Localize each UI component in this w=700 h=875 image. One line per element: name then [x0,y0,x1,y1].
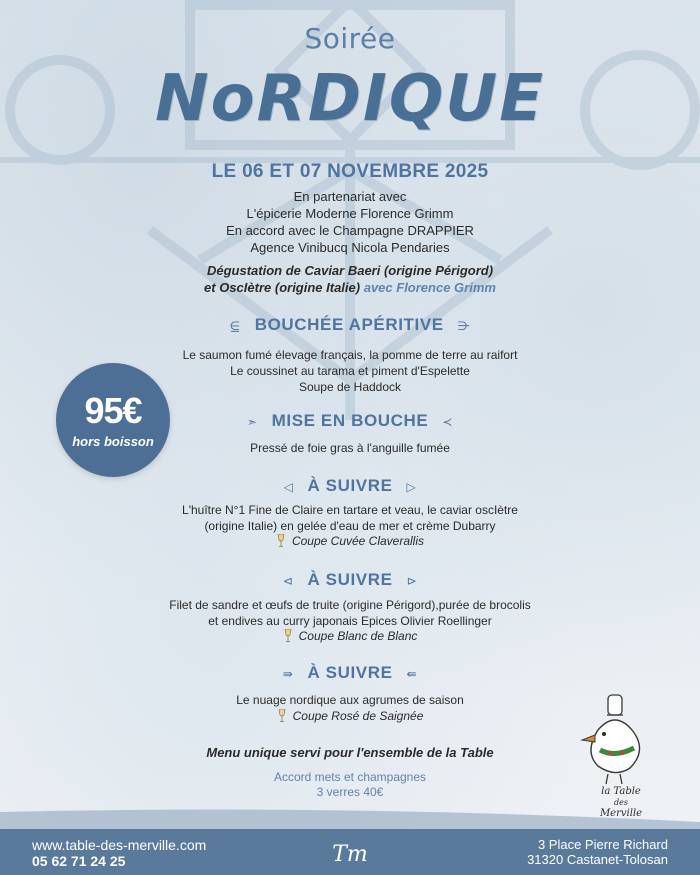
wine-pairing [0,533,700,550]
price-badge [56,363,170,477]
section-items-a-suivre-2 [0,597,700,629]
wine-label: Coupe Rosé de Saignée [292,709,424,723]
menu-item: Pressé de foie gras à l'anguille fumée [250,441,450,455]
menu-item: Soupe de Haddock [298,380,402,394]
monogram-text: Tm [332,842,368,867]
section-title-bouchee [0,315,700,335]
address-line: 31320 Castanet-Tolosan [527,852,668,867]
menu-item: Le coussinet au tarama et piment d'Espelette [230,364,470,378]
pairing-line-2: 3 verres 40€ [316,785,384,799]
event-title: NoRDIQUE [155,62,545,136]
website-link[interactable]: www.table-des-merville.com [32,837,207,853]
ornament-left-icon: ◁ [283,479,294,494]
footer-address [527,837,668,867]
ornament-right-icon: ▷ [406,479,417,494]
arrow-left-ornament-icon: ≺ [442,414,453,429]
section-title-text: MISE EN BOUCHE [271,411,429,430]
ornament-right-icon: ⊳ [406,573,418,588]
section-items-a-suivre-1 [0,502,700,534]
champagne-glass-icon [277,709,287,722]
partner-line: En accord avec le Champagne DRAPPIER [226,223,474,238]
tasting-block [0,262,700,296]
section-title-a-suivre-2 [0,570,700,590]
event-date: LE 06 ET 07 NOVEMBRE 2025 [211,161,489,182]
section-title-text: À SUIVRE [307,570,393,589]
restaurant-monogram-logo [328,837,372,869]
mascot-text-line: la Table [601,786,641,797]
ornament-right-icon: ⋺ [457,318,471,333]
ornament-right-icon: ⇚ [406,666,418,681]
tasting-line-2 [0,279,700,296]
section-title-text: À SUIVRE [307,663,393,682]
footer-contact [32,837,206,869]
menu-item: Filet de sandre et œufs de truite (origine Périgord),purée de brocolis [169,598,531,612]
menu-item: L'huître N°1 Fine de Claire en tartare et veau, le caviar oscIètre [182,503,518,517]
address-line: 3 Place Pierre Richard [537,837,668,852]
ornament-left-icon: ⋸ [229,318,241,333]
arrow-right-ornament-icon: ➣ [246,414,258,429]
tasting-line-1: Dégustation de Caviar Baeri (origine Périgord) [206,263,494,278]
section-title-a-suivre-1 [0,476,700,496]
wine-label: Coupe Blanc de Blanc [298,629,418,643]
ornament-left-icon: ⊲ [282,573,294,588]
ornament-left-icon: ⇛ [282,666,294,681]
footer-bar [0,829,700,875]
pairing-line-1: Accord mets et champagnes [273,770,427,784]
menu-item: et endives au curry japonais Epices Olivier Roellinger [208,614,492,628]
section-title-text: BOUCHÉE APÉRITIVE [254,315,444,334]
partner-line: Agence Vinibucq Nicola Pendaries [250,240,450,255]
partner-line: L'épicerie Moderne Florence Grimm [246,206,454,221]
section-title-a-suivre-3 [0,663,700,683]
phone-number[interactable]: 05 62 71 24 25 [32,853,126,869]
champagne-glass-icon [276,534,286,547]
mascot-text-line: des [614,798,628,807]
section-title-text: À SUIVRE [307,476,393,495]
menu-note: Menu unique servi pour l'ensemble de la Table [206,745,494,760]
price-note: hors boisson [72,434,154,449]
wine-pairing [0,628,700,645]
menu-item: (origine Italie) en gelée d'eau de mer et crème Dubarry [204,519,496,533]
menu-item: Le nuage nordique aux agrumes de saison [236,693,464,707]
menu-item: Le saumon fumé élevage français, la pomme de terre au raifort [182,348,518,362]
tasting-partner-highlight: avec Florence Grimm [363,280,496,295]
partners-block [0,188,700,256]
price-value: 95€ [84,390,142,431]
partner-line: En partenariat avec [293,189,407,204]
mascot-text-line: Merville [599,808,643,819]
champagne-glass-icon [283,629,293,642]
tasting-line-2-text: et OscIètre (origine Italie) [204,280,361,295]
event-kicker: Soirée [304,22,396,55]
wine-label: Coupe Cuvée Claverallis [291,534,425,548]
